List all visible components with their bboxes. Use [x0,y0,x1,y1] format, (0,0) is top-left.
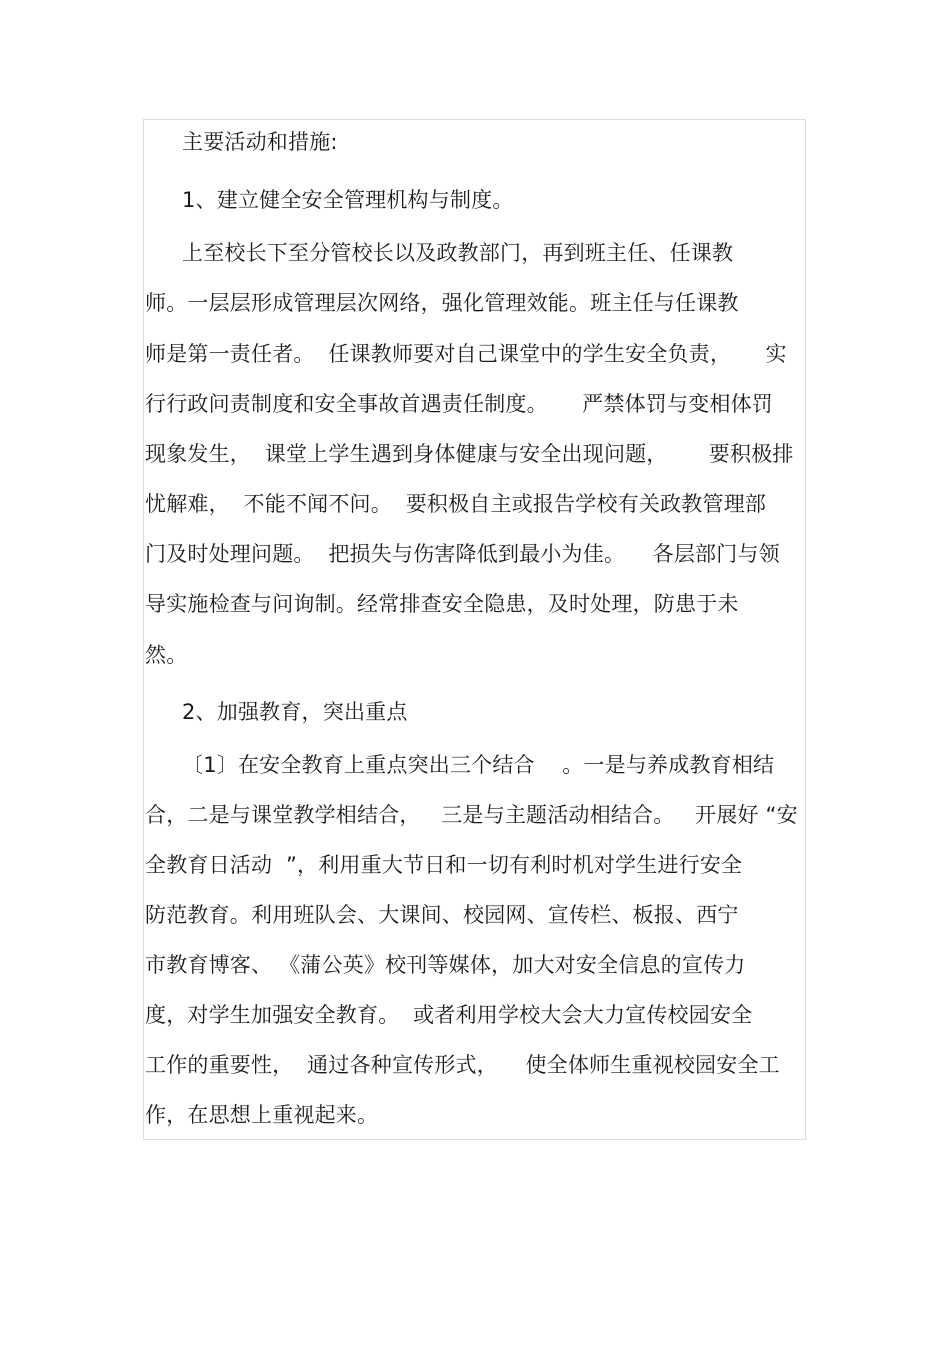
paragraph-line: 合，二是与课堂教学相结合， 三是与主题活动相结合。 开展好 “安 [145,803,798,827]
paragraph-line: 防范教育。利用班队会、大课间、校园网、宣传栏、板报、西宁 [145,903,739,927]
paragraph-line: 师。一层层形成管理层次网络，强化管理效能。班主任与任课教 [145,291,739,315]
paragraph-line: 作，在思想上重视起来。 [145,1103,379,1127]
paragraph-line: 现象发生， 课堂上学生遇到身体健康与安全出现问题， 要积极排 [145,442,794,466]
paragraph-line: 忧解难， 不能不闻不问。 要积极自主或报告学校有关政教管理部 [145,492,767,516]
item-2-heading: 2、加强教育，突出重点 [182,700,408,724]
paragraph-line: 导实施检查与问询制。经常排查安全隐患，及时处理，防患于未 [145,592,739,616]
item-1-heading: 1、建立健全安全管理机构与制度。 [182,188,514,212]
paragraph-line: 度，对学生加强安全教育。 或者利用学校大会大力宣传校园安全 [145,1003,753,1027]
paragraph-line: 行行政问责制度和安全事故首遇责任制度。 严禁体罚与变相体罚 [145,392,773,416]
paragraph-line: 门及时处理问题。 把损失与伤害降低到最小为佳。 各层部门与领 [145,542,780,566]
paragraph-line: 上至校长下至分管校长以及政教部门，再到班主任、任课教 [182,241,734,265]
paragraph-line: 市教育博客、 《蒲公英》校刊等媒体，加大对安全信息的宣传力 [145,953,746,977]
paragraph-line: 然。 [145,643,188,667]
page-frame [143,119,806,1140]
paragraph-line: 工作的重要性， 通过各种宣传形式， 使全体师生重视校园安全工 [145,1053,780,1077]
paragraph-line: 全教育日活动 ”，利用重大节日和一切有利时机对学生进行安全 [145,853,743,877]
paragraph-line: 〔1〕在安全教育上重点突出三个结合 。一是与养成教育相结 [182,753,775,777]
paragraph-line: 师是第一责任者。 任课教师要对自己课堂中的学生安全负责， 实 [145,342,787,366]
section-heading: 主要活动和措施: [182,130,338,154]
